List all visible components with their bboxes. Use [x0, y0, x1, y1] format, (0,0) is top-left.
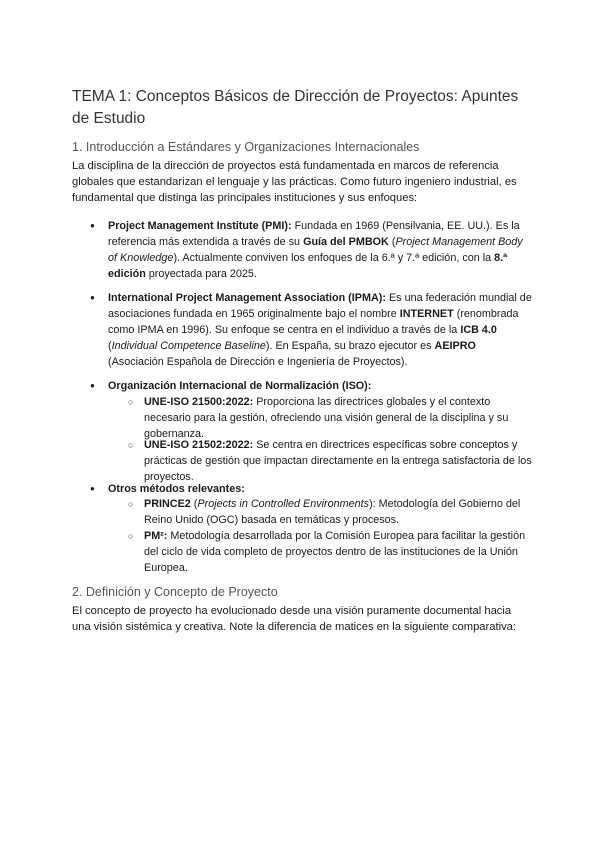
bullet-pmi [108, 218, 532, 282]
sub-iso-21502 [144, 437, 532, 485]
section-2-heading: 2. Definición y Concepto de Proyecto [72, 585, 278, 599]
sub-prince2 [144, 496, 532, 528]
document-title: TEMA 1: Conceptos Básicos de Dirección de Proyectos: Apuntes de Estudio [72, 88, 519, 127]
section-1-heading: 1. Introducción a Estándares y Organizaciones Internacionales [72, 140, 420, 154]
prince2-text-2: ): Metodología del Gobierno del Reino Unido (OGC) basada en temáticas y procesos. [144, 498, 521, 526]
iso-21502-text: Se centra en directrices específicas sobre conceptos y prácticas de gestión que impactan directamente en la entrega satisfactoria de los proyectos. [144, 439, 532, 483]
prince2-text-1: ( [190, 498, 198, 510]
pmi-name: Project Management Institute (PMI): [108, 220, 292, 232]
icb-label: ICB 4.0 [460, 324, 497, 336]
pmi-text-3: ). Actualmente conviven los enfoques de la 6.ª y 7.ª edición, con la [173, 252, 495, 264]
pmbok-edition: 8.ª edición [108, 252, 508, 280]
bullet-iso [108, 378, 532, 394]
ipma-text-3: ( [108, 340, 112, 352]
ipma-text-2: (renombrada como IPMA en 1996). Su enfoque se centra en el individuo a través de la [108, 308, 519, 336]
pm2-code: PM²: [144, 530, 168, 542]
pmbok-guide: Guía del PMBOK [303, 236, 389, 248]
ipma-text-4: ). En España, su brazo ejecutor es [265, 340, 435, 352]
prince2-code: PRINCE2 [144, 498, 191, 510]
aeipro-label: AEIPRO [434, 340, 476, 352]
sub-iso-21500 [144, 394, 532, 442]
ipma-old-name: INTERNET [399, 308, 454, 320]
pmi-text-1: Fundada en 1969 (Pensilvania, EE. UU.). Es la referencia más extendida a través de su [108, 220, 520, 248]
prince2-full-name: Projects in Controlled Environments [197, 498, 370, 510]
iso-21502-code: UNE-ISO 21502:2022: [144, 439, 254, 451]
ipma-text-1: Es una federación mundial de asociaciones fundada en 1965 originalmente bajo el nombre [108, 292, 532, 320]
ipma-text-5: (Asociación Española de Dirección e Ingeniería de Proyectos). [108, 356, 408, 368]
bullet-other-methods [108, 481, 532, 497]
pmi-text-4: proyectada para 2025. [145, 268, 257, 280]
pmi-text-2: ( [388, 236, 396, 248]
icb-full-name: Individual Competence Baseline [111, 340, 266, 352]
other-methods-name: Otros métodos relevantes: [108, 483, 245, 495]
bullet-ipma [108, 290, 532, 370]
section-1-intro: La disciplina de la dirección de proyectos está fundamentada en marcos de referencia globales que estandarizan el lenguaje y las prácticas. Como futuro ingeniero industrial, es fundamental que distinga las principales instituciones y sus enfoques: [72, 160, 517, 204]
section-2-intro: El concepto de proyecto ha evolucionado desde una visión puramente documental hacia una visión sistémica y creativa. Note la diferencia de matices en la siguiente comparativa: [72, 605, 516, 633]
iso-21500-text: Proporciona las directrices globales y el contexto necesario para la gestión, ofreciendo una visión general de la disciplina y su gobernanza. [144, 396, 509, 440]
ipma-name: International Project Management Association (IPMA): [108, 292, 386, 304]
pmbok-full-name: Project Management Body of Knowledge [108, 236, 523, 264]
iso-name: Organización Internacional de Normalización (ISO): [108, 380, 372, 392]
sub-pm2 [144, 528, 532, 576]
iso-21500-code: UNE-ISO 21500:2022: [144, 396, 254, 408]
pm2-text: Metodología desarrollada por la Comisión Europea para facilitar la gestión del ciclo de vida completo de proyectos dentro de las instituciones de la Unión Europea. [144, 530, 526, 574]
